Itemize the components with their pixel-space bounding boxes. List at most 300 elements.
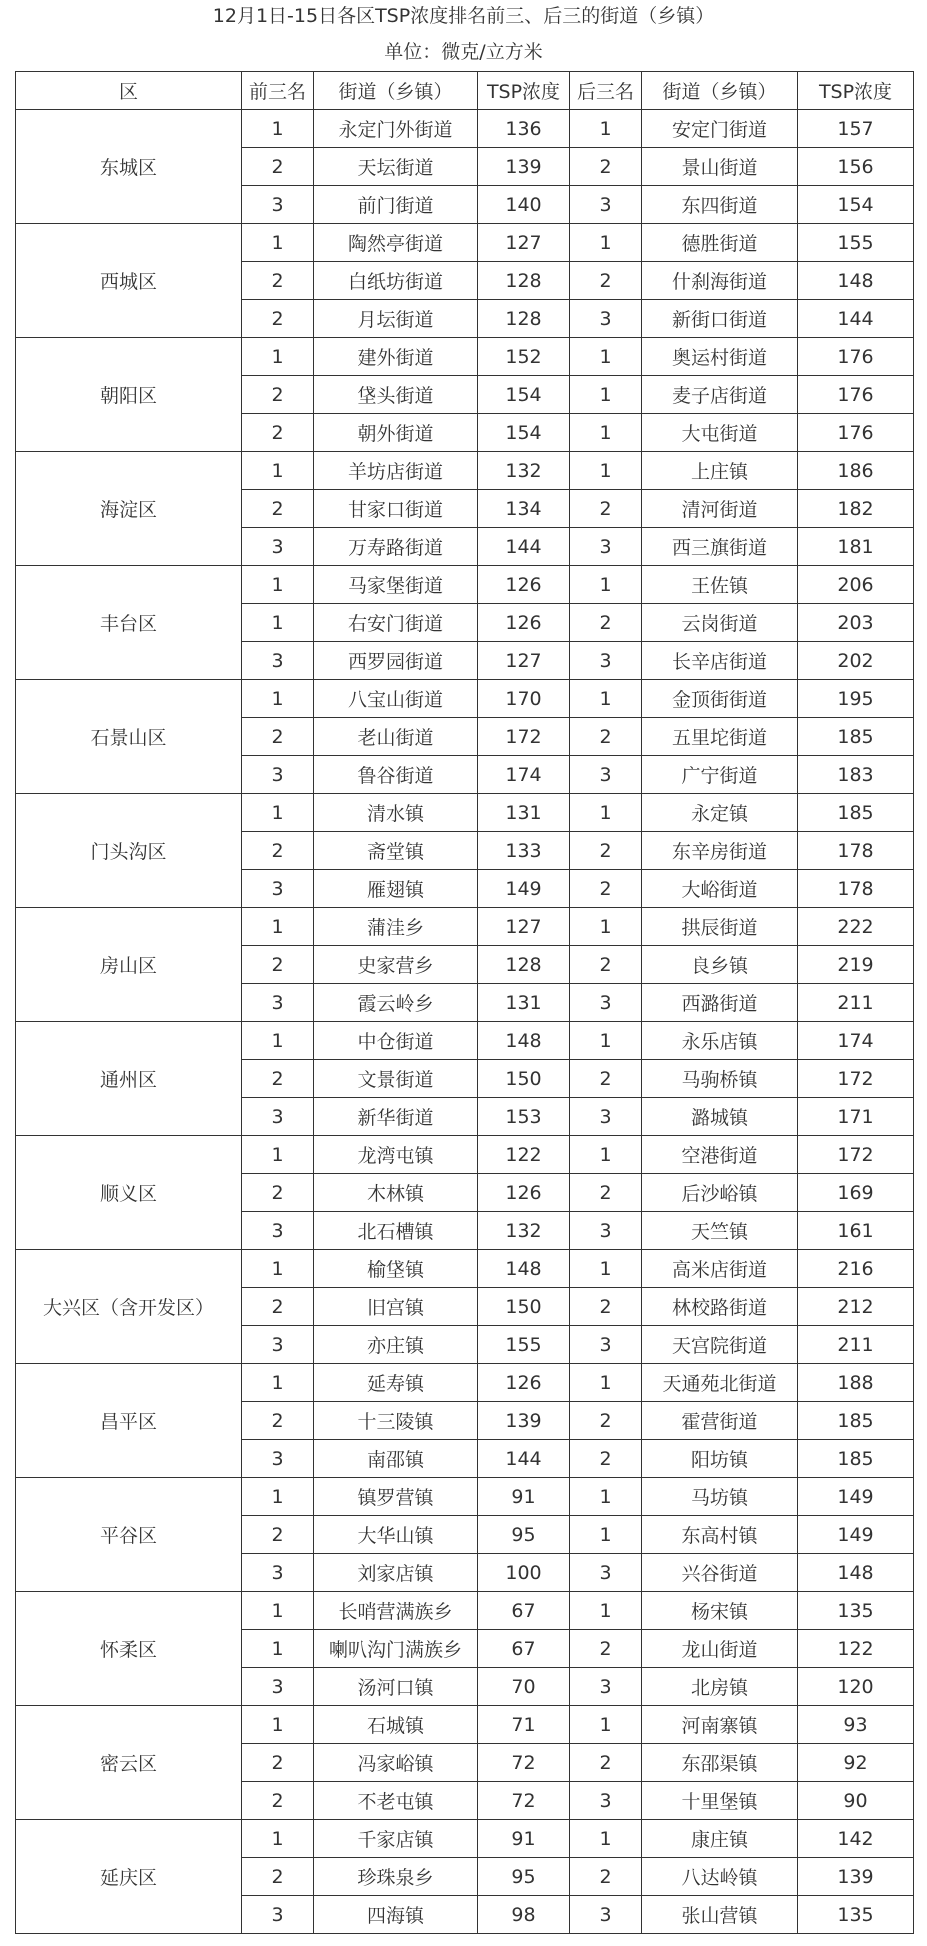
bottom-street-cell: 霍营街道 [642,1402,798,1440]
bottom-tsp-cell: 216 [798,1250,914,1288]
top-street-cell: 榆垡镇 [314,1250,478,1288]
bottom-rank-cell: 1 [570,376,642,414]
bottom-rank-cell: 2 [570,148,642,186]
bottom-rank-cell: 2 [570,1174,642,1212]
top-street-cell: 镇罗营镇 [314,1478,478,1516]
bottom-tsp-cell: 211 [798,1326,914,1364]
unit-label: 单位：微克/立方米 [384,41,543,63]
district-cell: 丰台区 [16,566,242,680]
bottom-street-cell: 五里坨街道 [642,718,798,756]
bottom-tsp-cell: 203 [798,604,914,642]
bottom-street-cell: 新街口街道 [642,300,798,338]
bottom-street-cell: 东高村镇 [642,1516,798,1554]
bottom-rank-cell: 3 [570,1668,642,1706]
top-street-cell: 木林镇 [314,1174,478,1212]
top-street-cell: 刘家店镇 [314,1554,478,1592]
top-rank-cell: 3 [242,1212,314,1250]
top-tsp-cell: 150 [478,1288,570,1326]
top-street-cell: 不老屯镇 [314,1782,478,1820]
district-cell: 朝阳区 [16,338,242,452]
bottom-street-cell: 大峪街道 [642,870,798,908]
top-street-cell: 马家堡街道 [314,566,478,604]
top-tsp-cell: 132 [478,452,570,490]
bottom-street-cell: 景山街道 [642,148,798,186]
bottom-rank-cell: 2 [570,1630,642,1668]
top-tsp-cell: 72 [478,1782,570,1820]
top-rank-cell: 2 [242,300,314,338]
top-tsp-cell: 131 [478,794,570,832]
bottom-tsp-cell: 149 [798,1516,914,1554]
bottom-rank-cell: 1 [570,1250,642,1288]
table-row [16,1478,914,1516]
bottom-street-cell: 北房镇 [642,1668,798,1706]
bottom-rank-cell: 1 [570,1364,642,1402]
top-rank-cell: 2 [242,1516,314,1554]
top-rank-cell: 2 [242,946,314,984]
bottom-street-cell: 潞城镇 [642,1098,798,1136]
table-row [16,452,914,490]
bottom-rank-cell: 1 [570,1820,642,1858]
bottom-tsp-cell: 176 [798,414,914,452]
table-row [16,1136,914,1174]
table-row [16,1364,914,1402]
bottom-street-cell: 西潞街道 [642,984,798,1022]
top-tsp-cell: 174 [478,756,570,794]
top-rank-cell: 2 [242,718,314,756]
top-tsp-cell: 126 [478,1364,570,1402]
top-tsp-cell: 152 [478,338,570,376]
top-rank-cell: 1 [242,452,314,490]
bottom-street-cell: 空港街道 [642,1136,798,1174]
bottom-rank-cell: 1 [570,1706,642,1744]
top-tsp-cell: 122 [478,1136,570,1174]
bottom-street-cell: 兴谷街道 [642,1554,798,1592]
top-street-cell: 右安门街道 [314,604,478,642]
bottom-street-cell: 清河街道 [642,490,798,528]
top-tsp-cell: 133 [478,832,570,870]
bottom-street-cell: 金顶街街道 [642,680,798,718]
top-rank-cell: 1 [242,1820,314,1858]
top-street-cell: 前门街道 [314,186,478,224]
bottom-tsp-cell: 122 [798,1630,914,1668]
top-tsp-cell: 139 [478,148,570,186]
top-rank-cell: 3 [242,756,314,794]
bottom-street-cell: 阳坊镇 [642,1440,798,1478]
top-tsp-cell: 127 [478,642,570,680]
top-tsp-cell: 150 [478,1060,570,1098]
district-cell: 昌平区 [16,1364,242,1478]
top-street-cell: 新华街道 [314,1098,478,1136]
top-rank-cell: 3 [242,642,314,680]
top-tsp-cell: 91 [478,1820,570,1858]
bottom-street-cell: 云岗街道 [642,604,798,642]
bottom-street-cell: 天竺镇 [642,1212,798,1250]
bottom-tsp-cell: 135 [798,1896,914,1934]
bottom-street-cell: 大屯街道 [642,414,798,452]
top-street-cell: 八宝山街道 [314,680,478,718]
top-tsp-cell: 134 [478,490,570,528]
top-tsp-cell: 144 [478,528,570,566]
top-tsp-cell: 131 [478,984,570,1022]
bottom-tsp-cell: 169 [798,1174,914,1212]
table-row [16,1706,914,1744]
top-street-cell: 北石槽镇 [314,1212,478,1250]
table-row [16,794,914,832]
top-tsp-cell: 148 [478,1250,570,1288]
bottom-rank-cell: 2 [570,1402,642,1440]
top-rank-cell: 2 [242,148,314,186]
table-body [16,110,914,1934]
bottom-street-cell: 永定镇 [642,794,798,832]
top-tsp-cell: 100 [478,1554,570,1592]
district-cell: 平谷区 [16,1478,242,1592]
top-rank-cell: 1 [242,1706,314,1744]
bottom-tsp-cell: 90 [798,1782,914,1820]
top-rank-cell: 2 [242,1174,314,1212]
top-street-cell: 天坛街道 [314,148,478,186]
top-street-cell: 白纸坊街道 [314,262,478,300]
table-row [16,1022,914,1060]
top-tsp-cell: 154 [478,414,570,452]
table-row [16,1250,914,1288]
bottom-rank-cell: 3 [570,1326,642,1364]
bottom-street-cell: 龙山街道 [642,1630,798,1668]
top-rank-cell: 2 [242,1288,314,1326]
top-rank-cell: 1 [242,224,314,262]
bottom-street-cell: 张山营镇 [642,1896,798,1934]
district-cell: 东城区 [16,110,242,224]
top-rank-cell: 2 [242,490,314,528]
bottom-tsp-cell: 93 [798,1706,914,1744]
top-street-cell: 十三陵镇 [314,1402,478,1440]
top-rank-cell: 1 [242,338,314,376]
top-tsp-cell: 127 [478,224,570,262]
bottom-street-cell: 康庄镇 [642,1820,798,1858]
bottom-tsp-cell: 92 [798,1744,914,1782]
top-rank-cell: 3 [242,1326,314,1364]
bottom-rank-cell: 1 [570,1592,642,1630]
top-rank-cell: 2 [242,1858,314,1896]
top-street-cell: 文景街道 [314,1060,478,1098]
top-street-cell: 史家营乡 [314,946,478,984]
top-street-cell: 西罗园街道 [314,642,478,680]
table-row [16,1592,914,1630]
bottom-rank-cell: 1 [570,794,642,832]
bottom-rank-cell: 2 [570,1288,642,1326]
bottom-rank-cell: 1 [570,452,642,490]
top-rank-cell: 1 [242,566,314,604]
bottom-rank-cell: 2 [570,262,642,300]
top-tsp-cell: 126 [478,604,570,642]
bottom-tsp-cell: 135 [798,1592,914,1630]
header-top-tsp: TSP浓度 [478,72,570,110]
bottom-tsp-cell: 176 [798,376,914,414]
bottom-tsp-cell: 185 [798,1440,914,1478]
top-street-cell: 四海镇 [314,1896,478,1934]
top-street-cell: 长哨营满族乡 [314,1592,478,1630]
top-tsp-cell: 139 [478,1402,570,1440]
top-tsp-cell: 98 [478,1896,570,1934]
bottom-street-cell: 广宁街道 [642,756,798,794]
top-tsp-cell: 132 [478,1212,570,1250]
top-rank-cell: 2 [242,832,314,870]
district-cell: 房山区 [16,908,242,1022]
bottom-street-cell: 八达岭镇 [642,1858,798,1896]
top-tsp-cell: 170 [478,680,570,718]
top-street-cell: 千家店镇 [314,1820,478,1858]
table-row [16,338,914,376]
bottom-tsp-cell: 156 [798,148,914,186]
bottom-tsp-cell: 172 [798,1060,914,1098]
top-street-cell: 霞云岭乡 [314,984,478,1022]
bottom-rank-cell: 3 [570,528,642,566]
top-tsp-cell: 144 [478,1440,570,1478]
table-title: 12月1日-15日各区TSP浓度排名前三、后三的街道（乡镇） [212,5,715,27]
bottom-tsp-cell: 185 [798,1402,914,1440]
header-district: 区 [16,72,242,110]
top-street-cell: 斋堂镇 [314,832,478,870]
top-street-cell: 陶然亭街道 [314,224,478,262]
top-rank-cell: 1 [242,1022,314,1060]
bottom-tsp-cell: 206 [798,566,914,604]
top-tsp-cell: 95 [478,1516,570,1554]
top-tsp-cell: 67 [478,1592,570,1630]
bottom-tsp-cell: 186 [798,452,914,490]
bottom-tsp-cell: 149 [798,1478,914,1516]
bottom-street-cell: 拱辰街道 [642,908,798,946]
top-street-cell: 万寿路街道 [314,528,478,566]
district-cell: 延庆区 [16,1820,242,1934]
top-tsp-cell: 67 [478,1630,570,1668]
top-rank-cell: 3 [242,1896,314,1934]
bottom-tsp-cell: 195 [798,680,914,718]
bottom-rank-cell: 2 [570,1440,642,1478]
top-rank-cell: 3 [242,984,314,1022]
bottom-tsp-cell: 222 [798,908,914,946]
bottom-street-cell: 东四街道 [642,186,798,224]
top-rank-cell: 2 [242,262,314,300]
top-street-cell: 冯家峪镇 [314,1744,478,1782]
bottom-street-cell: 高米店街道 [642,1250,798,1288]
bottom-rank-cell: 2 [570,832,642,870]
bottom-street-cell: 永乐店镇 [642,1022,798,1060]
bottom-street-cell: 长辛店街道 [642,642,798,680]
bottom-street-cell: 安定门街道 [642,110,798,148]
top-street-cell: 月坛街道 [314,300,478,338]
top-rank-cell: 3 [242,870,314,908]
top-tsp-cell: 172 [478,718,570,756]
top-street-cell: 老山街道 [314,718,478,756]
table-row [16,680,914,718]
bottom-street-cell: 林校路街道 [642,1288,798,1326]
bottom-tsp-cell: 148 [798,1554,914,1592]
top-tsp-cell: 153 [478,1098,570,1136]
top-street-cell: 蒲洼乡 [314,908,478,946]
tsp-ranking-table [15,71,914,1934]
top-street-cell: 南邵镇 [314,1440,478,1478]
bottom-rank-cell: 3 [570,1896,642,1934]
bottom-rank-cell: 2 [570,870,642,908]
top-rank-cell: 2 [242,1744,314,1782]
top-rank-cell: 3 [242,1098,314,1136]
top-tsp-cell: 148 [478,1022,570,1060]
bottom-street-cell: 西三旗街道 [642,528,798,566]
top-tsp-cell: 72 [478,1744,570,1782]
top-rank-cell: 1 [242,1592,314,1630]
header-bottom-rank: 后三名 [570,72,642,110]
bottom-tsp-cell: 183 [798,756,914,794]
bottom-rank-cell: 2 [570,946,642,984]
top-rank-cell: 2 [242,414,314,452]
top-tsp-cell: 126 [478,1174,570,1212]
bottom-tsp-cell: 182 [798,490,914,528]
bottom-tsp-cell: 142 [798,1820,914,1858]
bottom-rank-cell: 2 [570,1858,642,1896]
bottom-tsp-cell: 174 [798,1022,914,1060]
bottom-rank-cell: 2 [570,604,642,642]
bottom-rank-cell: 1 [570,566,642,604]
top-rank-cell: 1 [242,794,314,832]
top-street-cell: 甘家口街道 [314,490,478,528]
top-tsp-cell: 128 [478,946,570,984]
bottom-rank-cell: 1 [570,414,642,452]
bottom-street-cell: 马坊镇 [642,1478,798,1516]
bottom-rank-cell: 1 [570,1022,642,1060]
top-rank-cell: 2 [242,1060,314,1098]
bottom-street-cell: 德胜街道 [642,224,798,262]
header-top-street: 街道（乡镇） [314,72,478,110]
bottom-street-cell: 天宫院街道 [642,1326,798,1364]
top-street-cell: 汤河口镇 [314,1668,478,1706]
bottom-rank-cell: 2 [570,718,642,756]
bottom-rank-cell: 3 [570,1554,642,1592]
bottom-tsp-cell: 161 [798,1212,914,1250]
header-top-rank: 前三名 [242,72,314,110]
bottom-rank-cell: 3 [570,1098,642,1136]
bottom-rank-cell: 3 [570,186,642,224]
top-tsp-cell: 128 [478,262,570,300]
bottom-rank-cell: 3 [570,756,642,794]
top-rank-cell: 3 [242,1554,314,1592]
top-street-cell: 朝外街道 [314,414,478,452]
header-bottom-street: 街道（乡镇） [642,72,798,110]
bottom-rank-cell: 2 [570,1060,642,1098]
header-bottom-tsp: TSP浓度 [798,72,914,110]
bottom-street-cell: 奥运村街道 [642,338,798,376]
bottom-rank-cell: 3 [570,300,642,338]
bottom-tsp-cell: 155 [798,224,914,262]
top-street-cell: 雁翅镇 [314,870,478,908]
top-rank-cell: 3 [242,1668,314,1706]
top-street-cell: 旧宫镇 [314,1288,478,1326]
top-street-cell: 鲁谷街道 [314,756,478,794]
bottom-street-cell: 后沙峪镇 [642,1174,798,1212]
top-tsp-cell: 95 [478,1858,570,1896]
bottom-tsp-cell: 139 [798,1858,914,1896]
bottom-tsp-cell: 219 [798,946,914,984]
bottom-street-cell: 东邵渠镇 [642,1744,798,1782]
district-cell: 石景山区 [16,680,242,794]
district-cell: 海淀区 [16,452,242,566]
district-cell: 西城区 [16,224,242,338]
top-rank-cell: 2 [242,1782,314,1820]
district-cell: 密云区 [16,1706,242,1820]
district-cell: 怀柔区 [16,1592,242,1706]
bottom-rank-cell: 1 [570,908,642,946]
bottom-tsp-cell: 172 [798,1136,914,1174]
bottom-rank-cell: 1 [570,1136,642,1174]
top-rank-cell: 1 [242,680,314,718]
top-street-cell: 珍珠泉乡 [314,1858,478,1896]
table-row [16,110,914,148]
bottom-rank-cell: 3 [570,1782,642,1820]
bottom-tsp-cell: 178 [798,832,914,870]
bottom-tsp-cell: 181 [798,528,914,566]
header-row [16,72,914,110]
top-tsp-cell: 91 [478,1478,570,1516]
bottom-street-cell: 十里堡镇 [642,1782,798,1820]
bottom-rank-cell: 3 [570,642,642,680]
bottom-tsp-cell: 185 [798,794,914,832]
top-street-cell: 石城镇 [314,1706,478,1744]
top-rank-cell: 3 [242,186,314,224]
bottom-rank-cell: 2 [570,1744,642,1782]
bottom-street-cell: 天通苑北街道 [642,1364,798,1402]
top-rank-cell: 1 [242,1136,314,1174]
top-street-cell: 清水镇 [314,794,478,832]
bottom-street-cell: 什刹海街道 [642,262,798,300]
bottom-street-cell: 马驹桥镇 [642,1060,798,1098]
district-cell: 门头沟区 [16,794,242,908]
top-tsp-cell: 70 [478,1668,570,1706]
top-rank-cell: 3 [242,528,314,566]
top-rank-cell: 1 [242,1630,314,1668]
bottom-street-cell: 东辛房街道 [642,832,798,870]
bottom-street-cell: 河南寨镇 [642,1706,798,1744]
top-street-cell: 延寿镇 [314,1364,478,1402]
bottom-tsp-cell: 171 [798,1098,914,1136]
table-row [16,566,914,604]
bottom-tsp-cell: 154 [798,186,914,224]
bottom-rank-cell: 1 [570,1478,642,1516]
bottom-street-cell: 王佐镇 [642,566,798,604]
top-tsp-cell: 128 [478,300,570,338]
bottom-rank-cell: 1 [570,1516,642,1554]
top-street-cell: 建外街道 [314,338,478,376]
top-tsp-cell: 149 [478,870,570,908]
bottom-street-cell: 杨宋镇 [642,1592,798,1630]
top-rank-cell: 1 [242,604,314,642]
top-rank-cell: 1 [242,1364,314,1402]
top-rank-cell: 3 [242,1440,314,1478]
top-tsp-cell: 136 [478,110,570,148]
district-cell: 通州区 [16,1022,242,1136]
bottom-tsp-cell: 120 [798,1668,914,1706]
bottom-rank-cell: 3 [570,1212,642,1250]
top-street-cell: 中仓街道 [314,1022,478,1060]
bottom-tsp-cell: 148 [798,262,914,300]
bottom-rank-cell: 3 [570,984,642,1022]
top-tsp-cell: 155 [478,1326,570,1364]
top-street-cell: 大华山镇 [314,1516,478,1554]
top-street-cell: 羊坊店街道 [314,452,478,490]
table-row [16,224,914,262]
top-street-cell: 龙湾屯镇 [314,1136,478,1174]
district-cell: 大兴区（含开发区） [16,1250,242,1364]
bottom-tsp-cell: 211 [798,984,914,1022]
bottom-rank-cell: 1 [570,338,642,376]
top-street-cell: 喇叭沟门满族乡 [314,1630,478,1668]
